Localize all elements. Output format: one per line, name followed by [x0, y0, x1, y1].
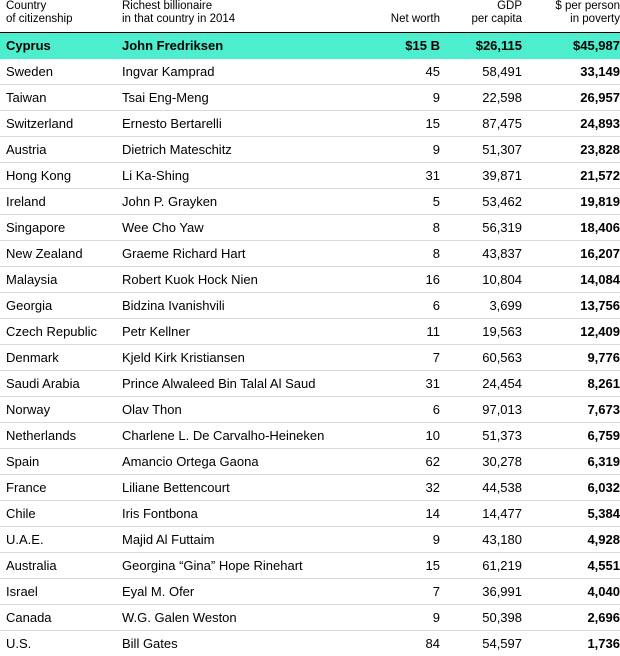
column-header-gdp-line1: GDP — [497, 0, 522, 12]
table-row — [0, 449, 620, 475]
cell-per-person-poverty: 6,759 — [522, 423, 620, 449]
table-row — [0, 293, 620, 319]
table-row — [0, 33, 620, 59]
cell-billionaire: Bidzina Ivanishvili — [122, 293, 362, 319]
cell-country: Czech Republic — [0, 319, 122, 345]
cell-net-worth: 9 — [362, 85, 440, 111]
cell-country: Denmark — [0, 345, 122, 371]
cell-gdp-per-capita: 97,013 — [440, 397, 522, 423]
cell-country: U.A.E. — [0, 527, 122, 553]
cell-net-worth: 62 — [362, 449, 440, 475]
cell-gdp-per-capita: $26,115 — [440, 33, 522, 59]
column-header-net-worth — [362, 0, 440, 33]
cell-gdp-per-capita: 19,563 — [440, 319, 522, 345]
cell-net-worth: 9 — [362, 605, 440, 631]
cell-country: Malaysia — [0, 267, 122, 293]
cell-gdp-per-capita: 61,219 — [440, 553, 522, 579]
cell-gdp-per-capita: 22,598 — [440, 85, 522, 111]
cell-billionaire: Iris Fontbona — [122, 501, 362, 527]
table-row — [0, 189, 620, 215]
cell-per-person-poverty: 6,032 — [522, 475, 620, 501]
table-row — [0, 163, 620, 189]
cell-net-worth: 31 — [362, 371, 440, 397]
column-header-country-line2: of citizenship — [6, 13, 122, 26]
cell-per-person-poverty: 4,928 — [522, 527, 620, 553]
cell-gdp-per-capita: 60,563 — [440, 345, 522, 371]
cell-net-worth: 8 — [362, 215, 440, 241]
cell-gdp-per-capita: 36,991 — [440, 579, 522, 605]
cell-billionaire: Georgina “Gina” Hope Rinehart — [122, 553, 362, 579]
cell-gdp-per-capita: 43,180 — [440, 527, 522, 553]
column-header-net-worth-line1: Net worth — [391, 13, 440, 25]
cell-per-person-poverty: 1,736 — [522, 631, 620, 656]
cell-billionaire: Bill Gates — [122, 631, 362, 656]
table-row — [0, 85, 620, 111]
cell-billionaire: John Fredriksen — [122, 33, 362, 59]
cell-net-worth: 11 — [362, 319, 440, 345]
table-header — [0, 0, 620, 33]
table-row — [0, 605, 620, 631]
table-header-row — [0, 0, 620, 33]
cell-gdp-per-capita: 39,871 — [440, 163, 522, 189]
cell-net-worth: 45 — [362, 59, 440, 85]
cell-billionaire: John P. Grayken — [122, 189, 362, 215]
table-row — [0, 59, 620, 85]
cell-billionaire: Petr Kellner — [122, 319, 362, 345]
cell-per-person-poverty: 13,756 — [522, 293, 620, 319]
cell-country: Norway — [0, 397, 122, 423]
cell-net-worth: 9 — [362, 137, 440, 163]
cell-country: Saudi Arabia — [0, 371, 122, 397]
cell-billionaire: W.G. Galen Weston — [122, 605, 362, 631]
table-row — [0, 527, 620, 553]
table-row — [0, 475, 620, 501]
cell-per-person-poverty: 19,819 — [522, 189, 620, 215]
table-row — [0, 631, 620, 656]
cell-net-worth: 8 — [362, 241, 440, 267]
cell-billionaire: Dietrich Mateschitz — [122, 137, 362, 163]
cell-billionaire: Tsai Eng-Meng — [122, 85, 362, 111]
cell-billionaire: Kjeld Kirk Kristiansen — [122, 345, 362, 371]
cell-net-worth: 15 — [362, 553, 440, 579]
cell-per-person-poverty: 18,406 — [522, 215, 620, 241]
cell-billionaire: Eyal M. Ofer — [122, 579, 362, 605]
cell-gdp-per-capita: 44,538 — [440, 475, 522, 501]
cell-country: Spain — [0, 449, 122, 475]
cell-per-person-poverty: 14,084 — [522, 267, 620, 293]
column-header-per-person-poverty — [522, 0, 620, 33]
table-row — [0, 241, 620, 267]
cell-gdp-per-capita: 3,699 — [440, 293, 522, 319]
cell-gdp-per-capita: 43,837 — [440, 241, 522, 267]
cell-billionaire: Amancio Ortega Gaona — [122, 449, 362, 475]
cell-billionaire: Li Ka-Shing — [122, 163, 362, 189]
cell-gdp-per-capita: 58,491 — [440, 59, 522, 85]
column-header-billionaire-line1: Richest billionaire — [122, 0, 212, 12]
cell-billionaire: Graeme Richard Hart — [122, 241, 362, 267]
cell-per-person-poverty: 5,384 — [522, 501, 620, 527]
cell-country: Australia — [0, 553, 122, 579]
cell-per-person-poverty: 24,893 — [522, 111, 620, 137]
cell-billionaire: Liliane Bettencourt — [122, 475, 362, 501]
cell-country: Sweden — [0, 59, 122, 85]
cell-net-worth: 15 — [362, 111, 440, 137]
cell-net-worth: 6 — [362, 293, 440, 319]
cell-net-worth: 31 — [362, 163, 440, 189]
cell-country: Ireland — [0, 189, 122, 215]
cell-per-person-poverty: 26,957 — [522, 85, 620, 111]
cell-per-person-poverty: 12,409 — [522, 319, 620, 345]
column-header-country-line1: Country — [6, 0, 46, 12]
cell-country: Georgia — [0, 293, 122, 319]
table-row — [0, 579, 620, 605]
table-row — [0, 501, 620, 527]
cell-billionaire: Charlene L. De Carvalho-Heineken — [122, 423, 362, 449]
cell-per-person-poverty: 23,828 — [522, 137, 620, 163]
cell-country: Cyprus — [0, 33, 122, 59]
cell-billionaire: Ingvar Kamprad — [122, 59, 362, 85]
column-header-gdp-line2: per capita — [440, 13, 522, 26]
table-row — [0, 319, 620, 345]
cell-per-person-poverty: 7,673 — [522, 397, 620, 423]
cell-country: Singapore — [0, 215, 122, 241]
cell-gdp-per-capita: 10,804 — [440, 267, 522, 293]
table-row — [0, 137, 620, 163]
cell-country: U.S. — [0, 631, 122, 656]
column-header-billionaire-line2: in that country in 2014 — [122, 13, 362, 26]
cell-billionaire: Olav Thon — [122, 397, 362, 423]
cell-net-worth: 32 — [362, 475, 440, 501]
cell-billionaire: Robert Kuok Hock Nien — [122, 267, 362, 293]
cell-per-person-poverty: 4,551 — [522, 553, 620, 579]
cell-per-person-poverty: 21,572 — [522, 163, 620, 189]
cell-gdp-per-capita: 24,454 — [440, 371, 522, 397]
table-row — [0, 345, 620, 371]
cell-per-person-poverty: 2,696 — [522, 605, 620, 631]
cell-net-worth: 7 — [362, 579, 440, 605]
cell-per-person-poverty: 8,261 — [522, 371, 620, 397]
column-header-gdp — [440, 0, 522, 33]
cell-gdp-per-capita: 51,307 — [440, 137, 522, 163]
cell-per-person-poverty: 16,207 — [522, 241, 620, 267]
cell-billionaire: Prince Alwaleed Bin Talal Al Saud — [122, 371, 362, 397]
cell-per-person-poverty: 4,040 — [522, 579, 620, 605]
cell-per-person-poverty: 6,319 — [522, 449, 620, 475]
cell-net-worth: 14 — [362, 501, 440, 527]
cell-gdp-per-capita: 14,477 — [440, 501, 522, 527]
cell-gdp-per-capita: 54,597 — [440, 631, 522, 656]
table-body — [0, 33, 620, 656]
cell-billionaire: Majid Al Futtaim — [122, 527, 362, 553]
cell-net-worth: 6 — [362, 397, 440, 423]
cell-billionaire: Ernesto Bertarelli — [122, 111, 362, 137]
table-row — [0, 371, 620, 397]
table-row — [0, 553, 620, 579]
cell-gdp-per-capita: 87,475 — [440, 111, 522, 137]
table-row — [0, 397, 620, 423]
cell-gdp-per-capita: 30,278 — [440, 449, 522, 475]
cell-country: Canada — [0, 605, 122, 631]
cell-gdp-per-capita: 50,398 — [440, 605, 522, 631]
cell-country: Hong Kong — [0, 163, 122, 189]
cell-net-worth: 16 — [362, 267, 440, 293]
cell-gdp-per-capita: 56,319 — [440, 215, 522, 241]
cell-gdp-per-capita: 53,462 — [440, 189, 522, 215]
table-row — [0, 111, 620, 137]
table-row — [0, 423, 620, 449]
cell-billionaire: Wee Cho Yaw — [122, 215, 362, 241]
cell-net-worth: 10 — [362, 423, 440, 449]
table-row — [0, 267, 620, 293]
cell-country: Netherlands — [0, 423, 122, 449]
column-header-per-person-poverty-line1: $ per person — [555, 0, 620, 12]
cell-net-worth: 7 — [362, 345, 440, 371]
cell-net-worth: $15 B — [362, 33, 440, 59]
cell-per-person-poverty: $45,987 — [522, 33, 620, 59]
table-row — [0, 215, 620, 241]
cell-country: Switzerland — [0, 111, 122, 137]
cell-net-worth: 5 — [362, 189, 440, 215]
cell-per-person-poverty: 33,149 — [522, 59, 620, 85]
cell-net-worth: 84 — [362, 631, 440, 656]
cell-country: Austria — [0, 137, 122, 163]
cell-country: Chile — [0, 501, 122, 527]
cell-country: France — [0, 475, 122, 501]
column-header-per-person-poverty-line2: in poverty — [522, 13, 620, 26]
cell-country: Taiwan — [0, 85, 122, 111]
column-header-billionaire — [122, 0, 362, 33]
cell-net-worth: 9 — [362, 527, 440, 553]
cell-gdp-per-capita: 51,373 — [440, 423, 522, 449]
cell-country: New Zealand — [0, 241, 122, 267]
column-header-country — [0, 0, 122, 33]
cell-country: Israel — [0, 579, 122, 605]
cell-per-person-poverty: 9,776 — [522, 345, 620, 371]
